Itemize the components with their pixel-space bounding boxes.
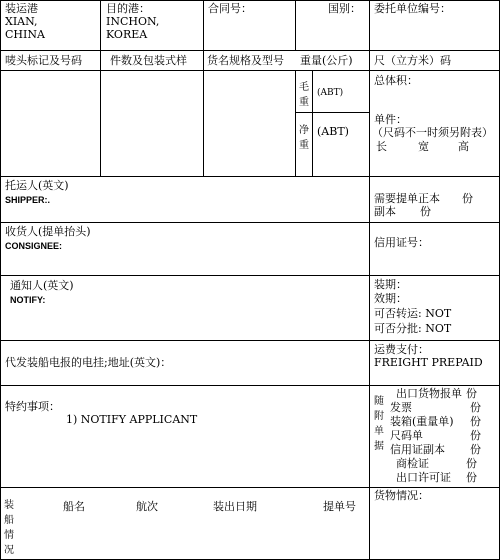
unit-volume-label: 单件： bbox=[374, 113, 407, 126]
rule-consignee bbox=[0, 275, 499, 276]
marks-header: 唛头标记及号码 bbox=[5, 54, 82, 67]
consignee-value: CONSIGNEE: bbox=[5, 241, 63, 251]
loading-period-label: 装期： bbox=[374, 278, 407, 291]
doc-item-name: 装箱(重量单) bbox=[390, 415, 454, 428]
country-label: 国别： bbox=[328, 2, 361, 15]
agent-address-label: 代发装船电报的电挂;地址(英文)： bbox=[5, 356, 172, 369]
loading-port-city: XIAN, bbox=[5, 15, 38, 28]
measurement-header: 尺（立方米）码 bbox=[374, 54, 451, 67]
entrust-no-label: 委托单位编号： bbox=[374, 2, 451, 15]
doc-item-name: 信用证副本 bbox=[390, 443, 445, 456]
loading-port-label: 装运港 bbox=[5, 2, 38, 15]
rule-notify bbox=[0, 340, 499, 341]
freight-value: FREIGHT PREPAID bbox=[374, 356, 483, 369]
doc-item-unit: 份 bbox=[470, 429, 481, 442]
destination-port-label: 目的港： bbox=[106, 2, 150, 15]
bl-no-label: 提单号 bbox=[323, 500, 356, 513]
height-label: 高 bbox=[458, 140, 469, 153]
doc-item-unit: 份 bbox=[466, 387, 477, 400]
freight-label: 运费支付： bbox=[374, 343, 429, 356]
total-volume-label: 总体积： bbox=[374, 74, 418, 87]
gross-weight-abt: (ABT) bbox=[317, 88, 344, 98]
doc-item-unit: 份 bbox=[470, 443, 481, 456]
col-line-1 bbox=[100, 0, 101, 176]
doc-item-unit: 份 bbox=[470, 415, 481, 428]
partial-shipment-label: 可否分批: NOT bbox=[374, 322, 452, 335]
notify-value: NOTIFY: bbox=[10, 295, 46, 305]
unit-volume-note: （尺码不一时须另附表） bbox=[372, 126, 493, 139]
contract-no-label: 合同号： bbox=[208, 2, 252, 15]
shipment-side-label: 装船情况 bbox=[4, 500, 14, 556]
rule-goods bbox=[0, 176, 499, 177]
rule-shipper bbox=[0, 222, 499, 223]
doc-item-name: 出口货物报单 bbox=[396, 387, 462, 400]
destination-port-city: INCHON, bbox=[106, 15, 160, 28]
gross-weight-label: 毛重 bbox=[299, 82, 309, 108]
rule-weight-mid bbox=[295, 112, 369, 113]
doc-item-unit: 份 bbox=[470, 401, 481, 414]
notify-label: 通知人(英文) bbox=[10, 279, 74, 292]
bl-copy-label: 副本 bbox=[374, 205, 396, 218]
voyage-label: 航次 bbox=[136, 500, 158, 513]
rule-agent bbox=[0, 385, 499, 386]
doc-item-unit: 份 bbox=[466, 471, 477, 484]
doc-item-name: 尺码单 bbox=[390, 429, 423, 442]
packages-header: 件数及包装式样 bbox=[110, 54, 187, 67]
special-label: 特约事项： bbox=[5, 400, 60, 413]
description-header: 货名规格及型号 bbox=[207, 54, 284, 67]
shipper-label: 托运人(英文) bbox=[5, 179, 69, 192]
shipper-value: SHIPPER:. bbox=[5, 195, 51, 205]
loading-port-country: CHINA bbox=[5, 28, 45, 41]
transshipment-label: 可否转运: NOT bbox=[374, 307, 452, 320]
length-label: 长 bbox=[376, 140, 387, 153]
width-label: 宽 bbox=[418, 140, 429, 153]
net-weight-abt: (ABT) bbox=[317, 125, 349, 138]
rule-special bbox=[0, 487, 499, 488]
consignee-label: 收货人(提单抬头) bbox=[5, 225, 91, 238]
validity-label: 效期： bbox=[374, 292, 407, 305]
col-line-3b bbox=[295, 70, 296, 176]
loading-date-label: 装出日期 bbox=[213, 500, 257, 513]
lc-no-label: 信用证号： bbox=[374, 236, 429, 249]
rule-header bbox=[0, 50, 499, 51]
col-line-2 bbox=[203, 0, 204, 176]
doc-item-name: 商检证 bbox=[396, 457, 429, 470]
col-line-3a bbox=[295, 0, 296, 50]
destination-port-country: KOREA bbox=[106, 28, 148, 41]
net-weight-label: 净重 bbox=[299, 125, 309, 151]
bl-original-label: 需要提单正本 bbox=[374, 192, 440, 205]
special-item-1: 1) NOTIFY APPLICANT bbox=[66, 413, 198, 426]
doc-item-name: 发票 bbox=[390, 401, 412, 414]
doc-item-name: 出口许可证 bbox=[396, 471, 451, 484]
bl-copy-unit: 份 bbox=[420, 205, 431, 218]
rule-columns bbox=[0, 70, 499, 71]
col-line-right bbox=[369, 0, 370, 560]
doc-item-unit: 份 bbox=[466, 457, 477, 470]
documents-side-label: 随附单据 bbox=[374, 396, 384, 452]
border-top bbox=[0, 0, 499, 1]
vessel-label: 船名 bbox=[63, 500, 85, 513]
col-line-weight bbox=[312, 70, 313, 176]
bl-original-unit: 份 bbox=[462, 192, 473, 205]
weight-header: 重量(公斤) bbox=[300, 54, 353, 67]
border-left bbox=[0, 0, 1, 560]
cargo-status-label: 货物情况： bbox=[374, 489, 429, 502]
